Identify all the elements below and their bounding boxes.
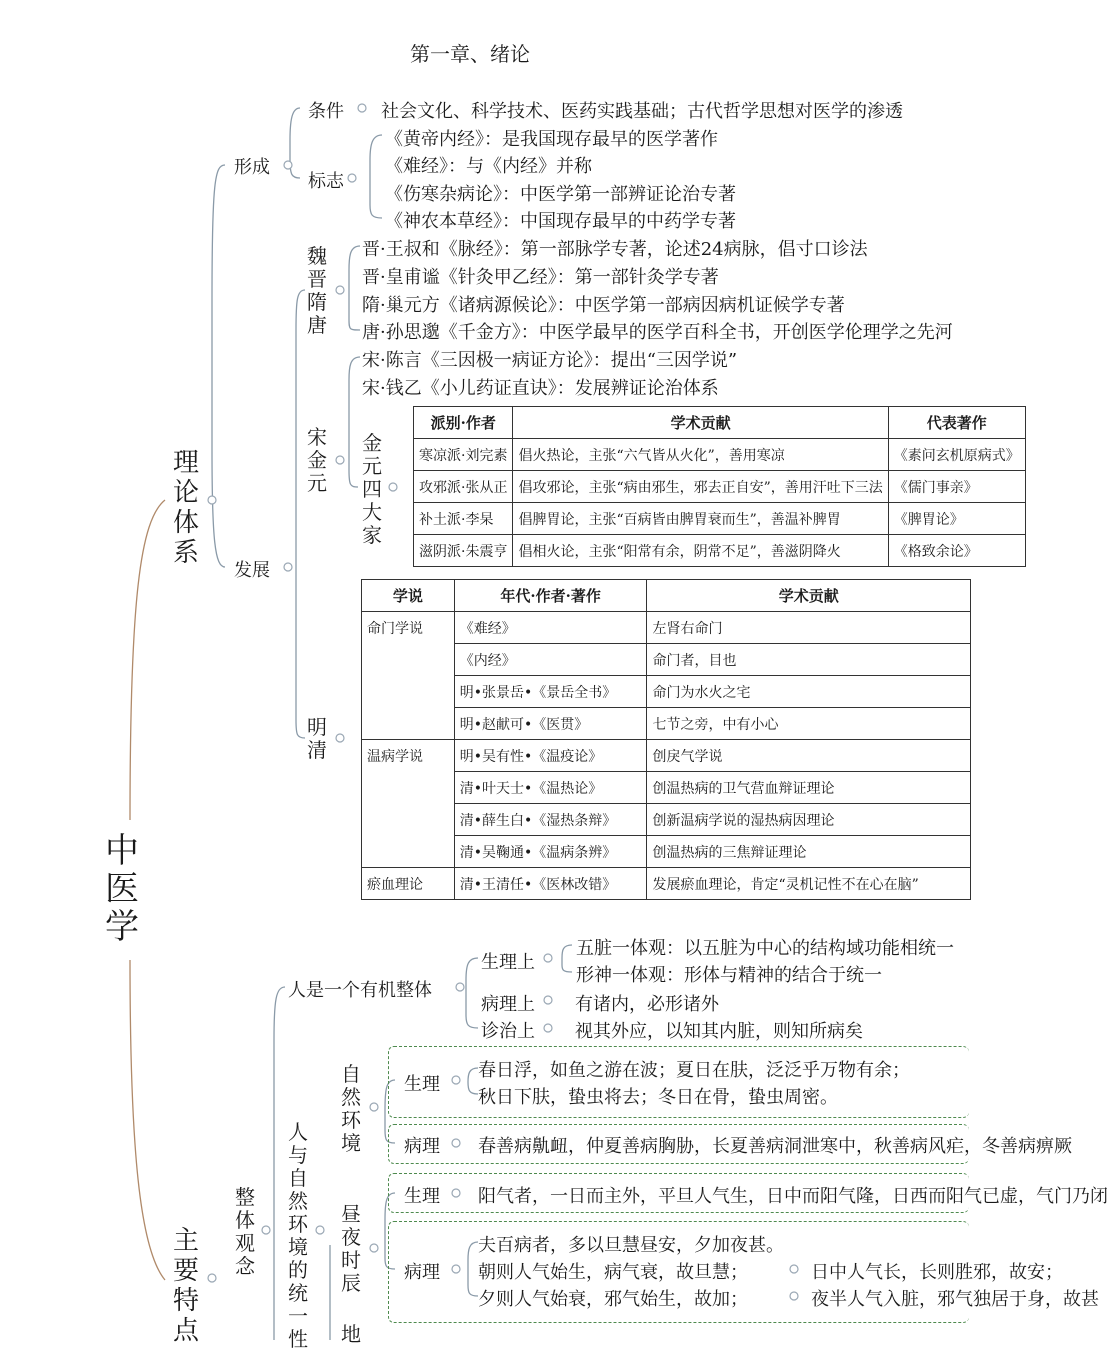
day-path-item: 夫百病者，多以旦慧昼安，夕加夜甚。: [478, 1235, 784, 1256]
table-cell: 左肾右命门: [647, 612, 971, 644]
table-group-cell: 瘀血理论: [362, 868, 455, 900]
table-cell: 《格致余论》: [888, 535, 1025, 567]
marker-label: 标志: [308, 171, 344, 192]
bingli-label: 病理: [404, 1136, 440, 1157]
organic-label: 人是一个有机整体: [288, 980, 432, 1001]
song-item: 宋·钱乙《小儿药证直诀》：发展辨证论治体系: [362, 378, 719, 399]
phys-label: 生理上: [481, 952, 535, 973]
jin-table: [413, 406, 1026, 567]
table-header: 学术贡献: [513, 407, 888, 439]
table-cell: 滋阴派·朱震亨: [414, 535, 513, 567]
table-cell: 明•赵献可•《医贯》: [454, 708, 647, 740]
path-text: 有诸内，必形诸外: [575, 994, 719, 1015]
bingli-label: 病理: [404, 1262, 440, 1283]
wei-label: 魏晋隋唐: [307, 244, 327, 337]
root-node: 中医学: [105, 831, 139, 947]
table-cell: 倡攻邪论，主张“病由邪生，邪去正自安”，善用汗吐下三法: [513, 471, 888, 503]
nature-path-text: 春善病鼽衄，仲夏善病胸胁，长夏善病洞泄寒中，秋善病风疟，冬善病痹厥: [478, 1136, 1072, 1157]
unity-label: 人与自然环境的统一性: [288, 1120, 308, 1351]
day-path-sub: 夜半人气入脏，邪气独居于身，故甚: [811, 1289, 1099, 1310]
table-cell: 创温热病的三焦辩证理论: [647, 836, 971, 868]
table-cell: 明•张景岳•《景岳全书》: [454, 676, 647, 708]
table-header: 学术贡献: [647, 580, 971, 612]
table-row: [414, 535, 1026, 567]
marker-item: 《黄帝内经》：是我国现存最早的医学著作: [385, 129, 718, 150]
table-cell: 倡相火论，主张“阳常有余，阴常不足”，善滋阴降火: [513, 535, 888, 567]
table-cell: 《素问玄机原病式》: [888, 439, 1025, 471]
table-cell: 倡脾胃论，主张“百病皆由脾胃衰而生”，善温补脾胃: [513, 503, 888, 535]
shengli-label: 生理: [404, 1186, 440, 1207]
marker-item: 《难经》：与《内经》并称: [385, 156, 592, 177]
marker-item: 《神农本草经》：中国现存最早的中药学专著: [385, 211, 736, 232]
diag-text: 视其外应，以知其内脏，则知所病矣: [575, 1021, 863, 1042]
nature-label: 自然环境: [341, 1062, 361, 1155]
table-cell: 七节之旁，中有小心: [647, 708, 971, 740]
branch-features: 主要特点: [172, 1226, 199, 1346]
condition-label: 条件: [308, 101, 344, 122]
table-cell: 《内经》: [454, 644, 647, 676]
jin-label: 金元四大家: [362, 431, 382, 547]
table-group-cell: 温病学说: [362, 740, 455, 868]
table-header: 派别·作者: [414, 407, 513, 439]
table-cell: 寒凉派·刘完素: [414, 439, 513, 471]
wei-item: 隋·巢元方《诸病源候论》：中医学第一部病因病机证候学专著: [362, 295, 845, 316]
phys-item: 五脏一体观：以五脏为中心的结构域功能相统一: [576, 938, 954, 959]
table-cell: 《儒门事亲》: [888, 471, 1025, 503]
table-group-cell: 命门学说: [362, 612, 455, 740]
table-row: [414, 471, 1026, 503]
ming-label: 明清: [307, 715, 327, 762]
page-title: 第一章、绪论: [410, 42, 530, 66]
nature-phys-item: 春日浮，如鱼之游在波；夏日在肤，泛泛乎万物有余；: [478, 1060, 910, 1081]
day-path-sub: 日中人气长，长则胜邪，故安；: [811, 1262, 1063, 1283]
table-cell: 倡火热论，主张“六气皆从火化”，善用寒凉: [513, 439, 888, 471]
formation-label: 形成: [234, 157, 270, 178]
table-cell: 命门者，目也: [647, 644, 971, 676]
table-cell: 明•吴有性•《温疫论》: [454, 740, 647, 772]
table-row: [362, 740, 971, 772]
table-cell: 创新温病学说的湿热病因理论: [647, 804, 971, 836]
table-cell: 命门为水火之宅: [647, 676, 971, 708]
day-path-item: 夕则人气始衰，邪气始生，故加；: [478, 1289, 748, 1310]
song-label: 宋金元: [307, 425, 327, 495]
table-cell: 补土派·李杲: [414, 503, 513, 535]
diag-label: 诊治上: [481, 1021, 535, 1042]
table-cell: 清•叶天士•《温热论》: [454, 772, 647, 804]
table-header: 代表著作: [888, 407, 1025, 439]
wei-item: 晋·王叔和《脉经》：第一部脉学专著，论述24病脉，倡寸口诊法: [362, 239, 868, 260]
table-cell: 《难经》: [454, 612, 647, 644]
phys-item: 形神一体观：形体与精神的结合于统一: [576, 965, 882, 986]
geo-label: 地: [341, 1322, 361, 1346]
table-row: [362, 612, 971, 644]
day-path-item: 朝则人气始生，病气衰，故旦慧；: [478, 1262, 748, 1283]
holism-label: 整体观念: [235, 1185, 255, 1278]
wei-item: 唐·孙思邈《千金方》：中医学最早的医学百科全书，开创医学伦理学之先河: [362, 322, 953, 343]
table-row: [414, 503, 1026, 535]
table-cell: 清•王清任•《医林改错》: [454, 868, 647, 900]
ming-table: [361, 579, 971, 900]
day-label: 昼夜时辰: [341, 1202, 361, 1295]
table-cell: 创温热病的卫气营血辩证理论: [647, 772, 971, 804]
shengli-label: 生理: [404, 1074, 440, 1095]
day-phys-text: 阳气者，一日而主外，平旦人气生，日中而阳气隆，日西而阳气已虚，气门乃闭: [478, 1186, 1108, 1207]
table-header: 年代·作者·著作: [454, 580, 647, 612]
branch-theory: 理论体系: [172, 448, 199, 568]
path-label: 病理上: [481, 994, 535, 1015]
development-label: 发展: [234, 560, 270, 581]
table-cell: 攻邪派·张从正: [414, 471, 513, 503]
table-cell: 清•薛生白•《湿热条辩》: [454, 804, 647, 836]
song-item: 宋·陈言《三因极一病证方论》：提出“三因学说”: [362, 350, 738, 371]
table-cell: 清•吴鞠通•《温病条辨》: [454, 836, 647, 868]
table-cell: 创戾气学说: [647, 740, 971, 772]
wei-item: 晋·皇甫谧《针灸甲乙经》：第一部针灸学专著: [362, 267, 719, 288]
marker-item: 《伤寒杂病论》：中医学第一部辨证论治专著: [385, 184, 736, 205]
nature-phys-item: 秋日下肤，蛰虫将去；冬日在骨，蛰虫周密。: [478, 1087, 838, 1108]
table-header: 学说: [362, 580, 455, 612]
table-row: [414, 439, 1026, 471]
table-row: [362, 868, 971, 900]
table-cell: 发展瘀血理论，肯定“灵机记性不在心在脑”: [647, 868, 971, 900]
table-cell: 《脾胃论》: [888, 503, 1025, 535]
condition-text: 社会文化、科学技术、医药实践基础；古代哲学思想对医学的渗透: [381, 101, 903, 122]
